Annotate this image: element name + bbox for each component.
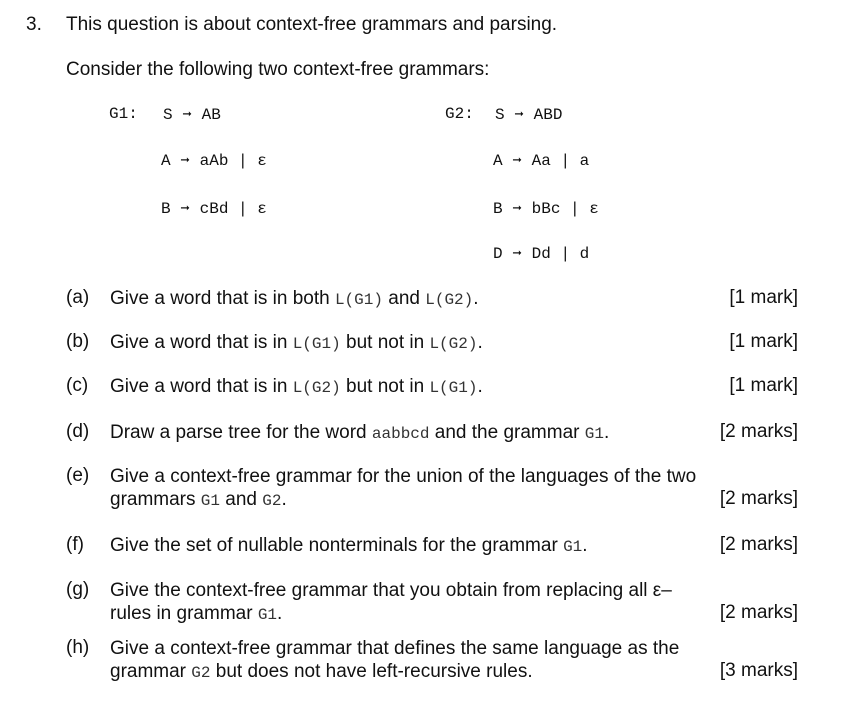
rule-rhs: ABD <box>533 105 563 124</box>
part-label: (d) <box>66 421 90 442</box>
text-segment: . <box>281 489 287 510</box>
grammar-g1-rule-s <box>163 105 221 124</box>
text-segment: . <box>477 376 483 397</box>
part-text <box>110 421 710 446</box>
question-number: 3. <box>26 14 42 35</box>
rule-rhs: Dd | d <box>531 244 590 263</box>
part-marks: [1 mark] <box>729 375 798 396</box>
part-label: (g) <box>66 579 90 600</box>
part-label: (e) <box>66 465 90 486</box>
inline-code: L(G2) <box>292 379 341 397</box>
grammar-g2-rule-b <box>493 199 599 218</box>
inline-code: G1 <box>257 606 278 624</box>
part-marks: [1 mark] <box>729 331 798 352</box>
rule-rhs: cBd | ε <box>199 199 267 218</box>
text-segment: Give the set of nullable nonterminals for the grammar <box>110 535 564 556</box>
right-arrow-icon: ➞ <box>512 153 522 170</box>
rule-lhs: D <box>493 244 503 263</box>
inline-code: aabbcd <box>371 425 430 443</box>
inline-code: G1 <box>584 425 604 443</box>
grammar-g1-rule-b <box>161 199 267 218</box>
right-arrow-icon: ➞ <box>180 153 190 170</box>
rule-lhs: S <box>163 105 173 124</box>
text-segment: Give a context-free grammar for the union of the languages of the two grammars <box>110 466 697 510</box>
grammar-g1-rule-a <box>161 151 267 170</box>
text-segment: and the grammar <box>429 422 585 443</box>
text-segment: Give the context-free grammar that you obtain from replacing all ε–rules in grammar <box>110 580 672 624</box>
text-segment: Give a context-free grammar that defines the same language as the grammar <box>110 638 680 682</box>
part-label: (a) <box>66 287 90 308</box>
part-text <box>110 637 710 685</box>
part-marks: [1 mark] <box>729 287 798 308</box>
part-label: (h) <box>66 637 90 658</box>
text-segment: . <box>277 603 283 624</box>
right-arrow-icon: ➞ <box>182 107 192 124</box>
text-segment: and <box>382 288 426 309</box>
text-segment: but not in <box>340 376 430 397</box>
text-segment: . <box>582 535 588 556</box>
inline-code: L(G1) <box>292 335 341 353</box>
grammar-g2-rule-s <box>495 105 562 124</box>
part-marks: [2 marks] <box>719 534 798 555</box>
question-intro: Consider the following two context-free grammars: <box>66 59 490 80</box>
rule-rhs: AB <box>201 105 221 124</box>
text-segment: Give a word that is in both <box>110 288 335 309</box>
inline-code: L(G2) <box>425 291 474 309</box>
rule-rhs: Aa | a <box>531 151 590 170</box>
rule-lhs: B <box>493 199 503 218</box>
right-arrow-icon: ➞ <box>180 201 190 218</box>
text-segment: and <box>220 489 263 510</box>
inline-code: G1 <box>200 492 220 510</box>
inline-code: G2 <box>262 492 282 510</box>
text-segment: . <box>603 422 610 443</box>
inline-code: L(G1) <box>334 291 383 309</box>
part-text <box>110 375 710 400</box>
right-arrow-icon: ➞ <box>512 201 522 218</box>
inline-code: G2 <box>191 664 211 682</box>
part-marks: [3 marks] <box>719 660 798 681</box>
part-marks: [2 marks] <box>719 602 798 623</box>
text-segment: Give a word that is in <box>110 376 293 397</box>
part-marks: [2 marks] <box>719 421 798 442</box>
text-segment: . <box>477 332 483 353</box>
rule-rhs: bBc | ε <box>531 199 599 218</box>
inline-code: L(G1) <box>429 379 478 397</box>
part-text <box>110 465 710 513</box>
part-label: (b) <box>66 331 90 352</box>
text-segment: Give a word that is in <box>110 332 293 353</box>
right-arrow-icon: ➞ <box>512 246 522 263</box>
rule-rhs: aAb | ε <box>199 151 267 170</box>
rule-lhs: A <box>161 151 171 170</box>
part-text <box>110 579 710 627</box>
part-text <box>110 331 710 356</box>
grammar-g1-name: G1: <box>109 105 138 123</box>
part-label: (c) <box>66 375 89 396</box>
grammar-g2-name: G2: <box>445 105 474 123</box>
text-segment: but not in <box>340 332 430 353</box>
grammar-g2-rule-a <box>493 151 589 170</box>
grammar-g2-rule-d <box>493 244 589 263</box>
text-segment: Draw a parse tree for the word <box>110 422 372 443</box>
inline-code: G1 <box>563 538 583 556</box>
text-segment: but does not have left-recursive rules. <box>210 661 533 682</box>
part-text <box>110 287 710 312</box>
inline-code: L(G2) <box>429 335 478 353</box>
part-text <box>110 534 710 559</box>
rule-lhs: S <box>495 105 505 124</box>
part-marks: [2 marks] <box>719 488 798 509</box>
part-label: (f) <box>66 534 84 555</box>
question-title: This question is about context-free grammars and parsing. <box>66 14 558 35</box>
rule-lhs: A <box>493 151 503 170</box>
text-segment: . <box>473 288 479 309</box>
right-arrow-icon: ➞ <box>514 107 524 124</box>
rule-lhs: B <box>161 199 171 218</box>
